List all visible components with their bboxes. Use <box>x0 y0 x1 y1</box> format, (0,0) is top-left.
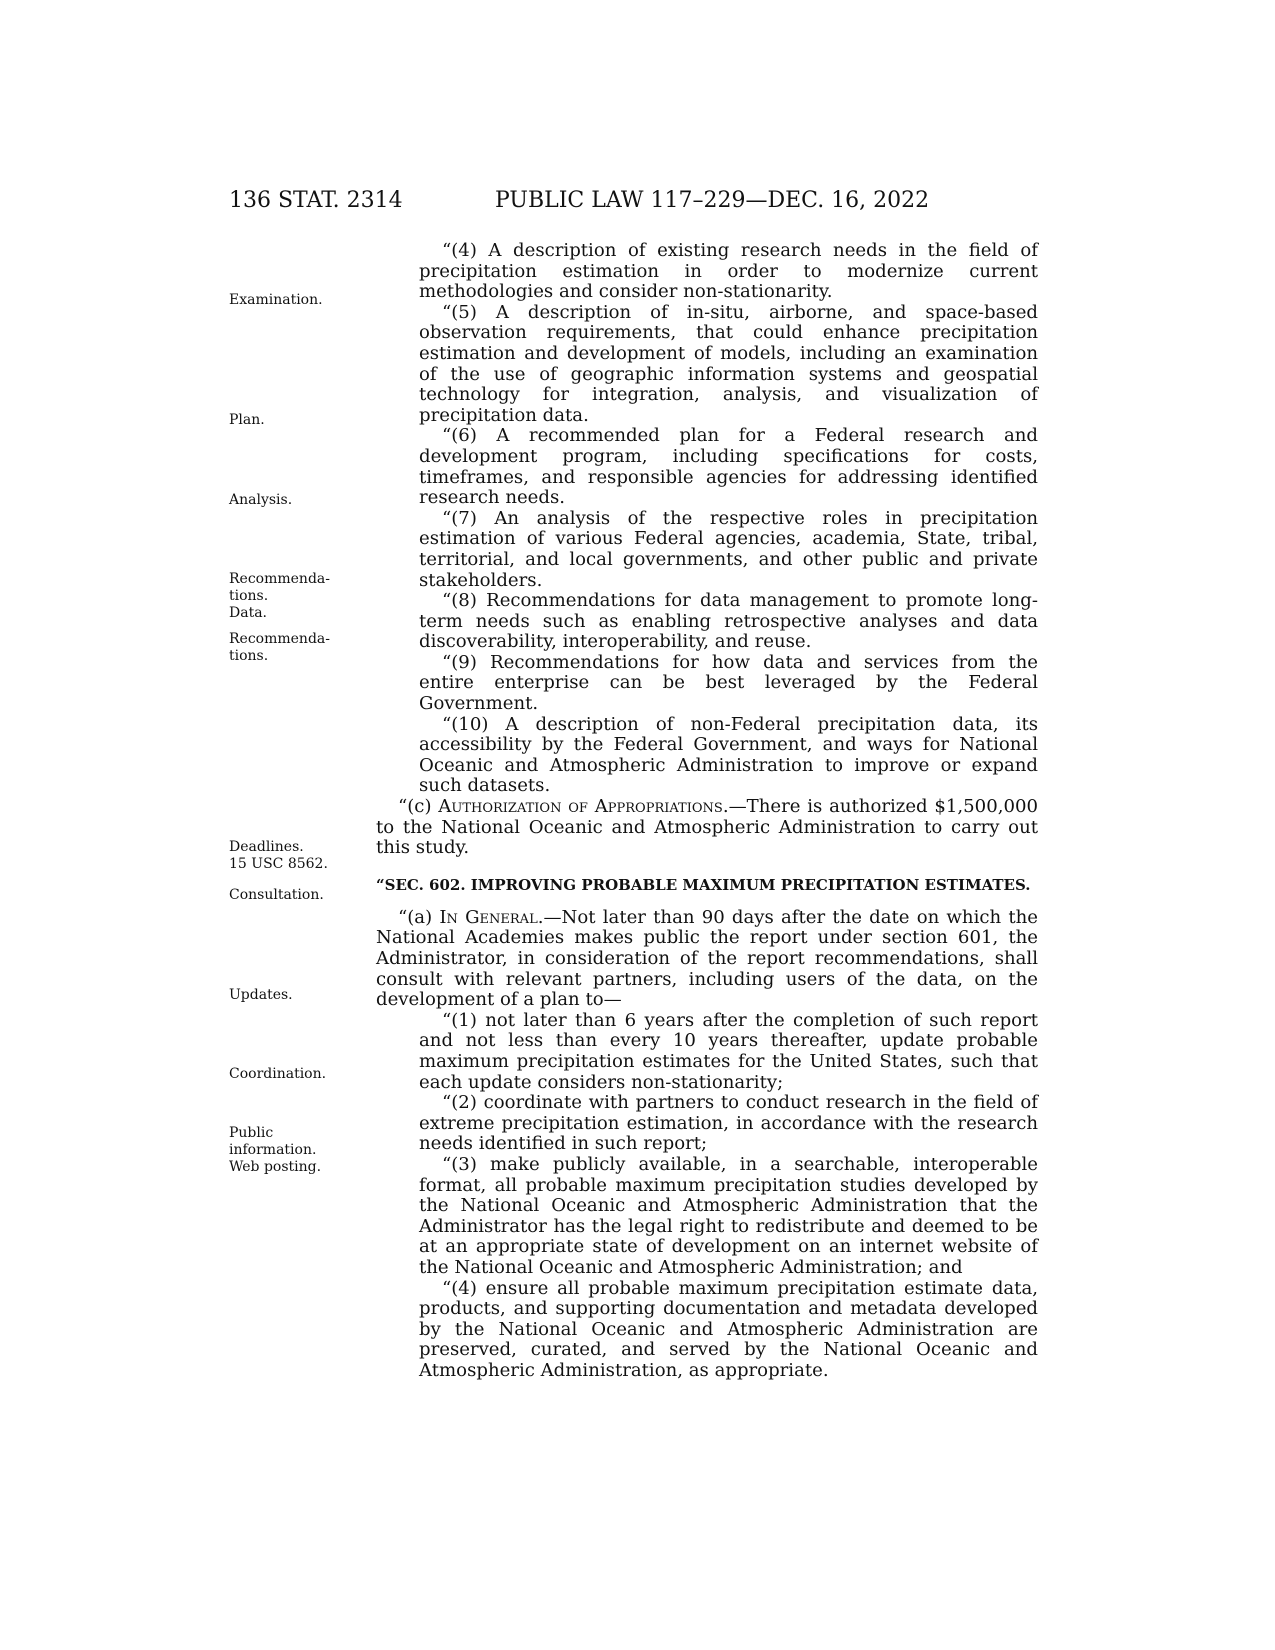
margin-note-text: Public <box>229 1125 274 1141</box>
subsection-authorization <box>376 797 1038 859</box>
margin-note-updates <box>229 987 349 1004</box>
margin-note-text: Plan. <box>229 412 265 428</box>
margin-note-text: Deadlines. <box>229 839 304 855</box>
paragraph-item-4: “(4) A description of existing research needs in the field of precipitation estimation in order to modernize current methodologies and consider non-stationarity. <box>419 240 1038 303</box>
subsection-prefix: “(a) <box>398 906 440 928</box>
margin-note-deadlines <box>229 839 349 873</box>
subsection-text: .—There is authorized $1,500,000 to the National Oceanic and Atmospheric Administration to carry out this study. <box>376 796 1038 859</box>
margin-note-recommendations-data <box>229 571 349 622</box>
margin-note-text: 15 USC 8562. <box>229 856 328 872</box>
paragraph-item-8: “(8) Recommendations for data management to promote long-term needs such as enabling retrospective analyses and data discoverability, interoperability, and reuse. <box>419 590 1038 653</box>
subsection-text: .—Not later than 90 days after the date on which the National Academies makes public the report under section 601, the Administrator, in consideration of the report recommendations, shall consult with relevant partners, including users of the data, on the development of a plan to— <box>376 906 1038 1011</box>
margin-note-coordination <box>229 1066 349 1083</box>
plan-item-1: “(1) not later than 6 years after the completion of such report and not less than every 10 years thereafter, update probable maximum precipitation estimates for the United States, such that each update considers non-stationarity; <box>419 1009 1038 1093</box>
plan-item-3: “(3) make publicly available, in a searchable, interoperable format, all probable maximum precipitation studies developed by the National Oceanic and Atmospheric Administration that the Administrator has the legal right to redistribute and deemed to be at an appropriate state of development on an internet website of the National Oceanic and Atmospheric Administration; and <box>419 1153 1038 1278</box>
statute-page-reference: 136 STAT. 2314 <box>229 188 403 213</box>
margin-note-text: information. <box>229 1142 317 1158</box>
subsection-heading: In General <box>439 906 538 928</box>
margin-note-text: Web posting. <box>229 1159 322 1175</box>
margin-note-text: Analysis. <box>229 492 293 508</box>
margin-note-text: Recommenda- <box>229 631 330 647</box>
margin-note-text: Coordination. <box>229 1066 327 1082</box>
margin-note-examination <box>229 292 349 309</box>
margin-note-public-information <box>229 1125 349 1176</box>
plan-item-2: “(2) coordinate with partners to conduct research in the field of extreme precipitation estimation, in accordance with the research needs identified in such report; <box>419 1092 1038 1155</box>
margin-note-text: Examination. <box>229 292 323 308</box>
paragraph-item-7: “(7) An analysis of the respective roles in precipitation estimation of various Federal agencies, academia, State, tribal, territorial, and local governments, and other public and private stakeholders. <box>419 507 1038 591</box>
subsection-prefix: “(c) <box>398 796 439 818</box>
margin-note-text: tions. <box>229 648 269 664</box>
margin-note-text: Consultation. <box>229 887 324 903</box>
page-header <box>0 188 1275 222</box>
section-602-heading: “SEC. 602. IMPROVING PROBABLE MAXIMUM PRECIPITATION ESTIMATES. <box>376 875 1031 894</box>
statute-body <box>376 241 1038 1381</box>
margin-note-recommendations <box>229 631 349 665</box>
margin-note-text: Updates. <box>229 987 293 1003</box>
plan-item-4: “(4) ensure all probable maximum precipitation estimate data, products, and supporting documentation and metadata developed by the National Oceanic and Atmospheric Administration are preserved, curated, and served by the National Oceanic and Atmospheric Administration, as appropriate. <box>419 1277 1038 1381</box>
subsection-in-general <box>376 908 1038 1011</box>
margin-note-plan <box>229 412 349 429</box>
paragraph-item-5: “(5) A description of in-situ, airborne, and space-based observation requirements, that could enhance precipitation estimation and development of models, including an examination of the use of geographic information systems and geospatial technology for integration, analysis, and visualization of precipitation data. <box>419 301 1038 426</box>
margin-note-text: Data. <box>229 605 267 621</box>
margin-note-text: tions. <box>229 588 269 604</box>
public-law-title: PUBLIC LAW 117–229—DEC. 16, 2022 <box>495 188 930 213</box>
margin-note-text: Recommenda- <box>229 571 330 587</box>
margin-note-consultation <box>229 887 349 904</box>
subsection-heading: Authorization of Appropriations <box>438 796 723 818</box>
paragraph-item-6: “(6) A recommended plan for a Federal research and development program, including specifications for costs, timeframes, and responsible agencies for addressing identified research needs. <box>419 425 1038 509</box>
margin-note-analysis <box>229 492 349 509</box>
paragraph-item-10: “(10) A description of non-Federal precipitation data, its accessibility by the Federal Government, and ways for National Oceanic and Atmospheric Administration to improve or expand such datasets. <box>419 713 1038 797</box>
paragraph-item-9: “(9) Recommendations for how data and services from the entire enterprise can be best leveraged by the Federal Government. <box>419 651 1038 715</box>
